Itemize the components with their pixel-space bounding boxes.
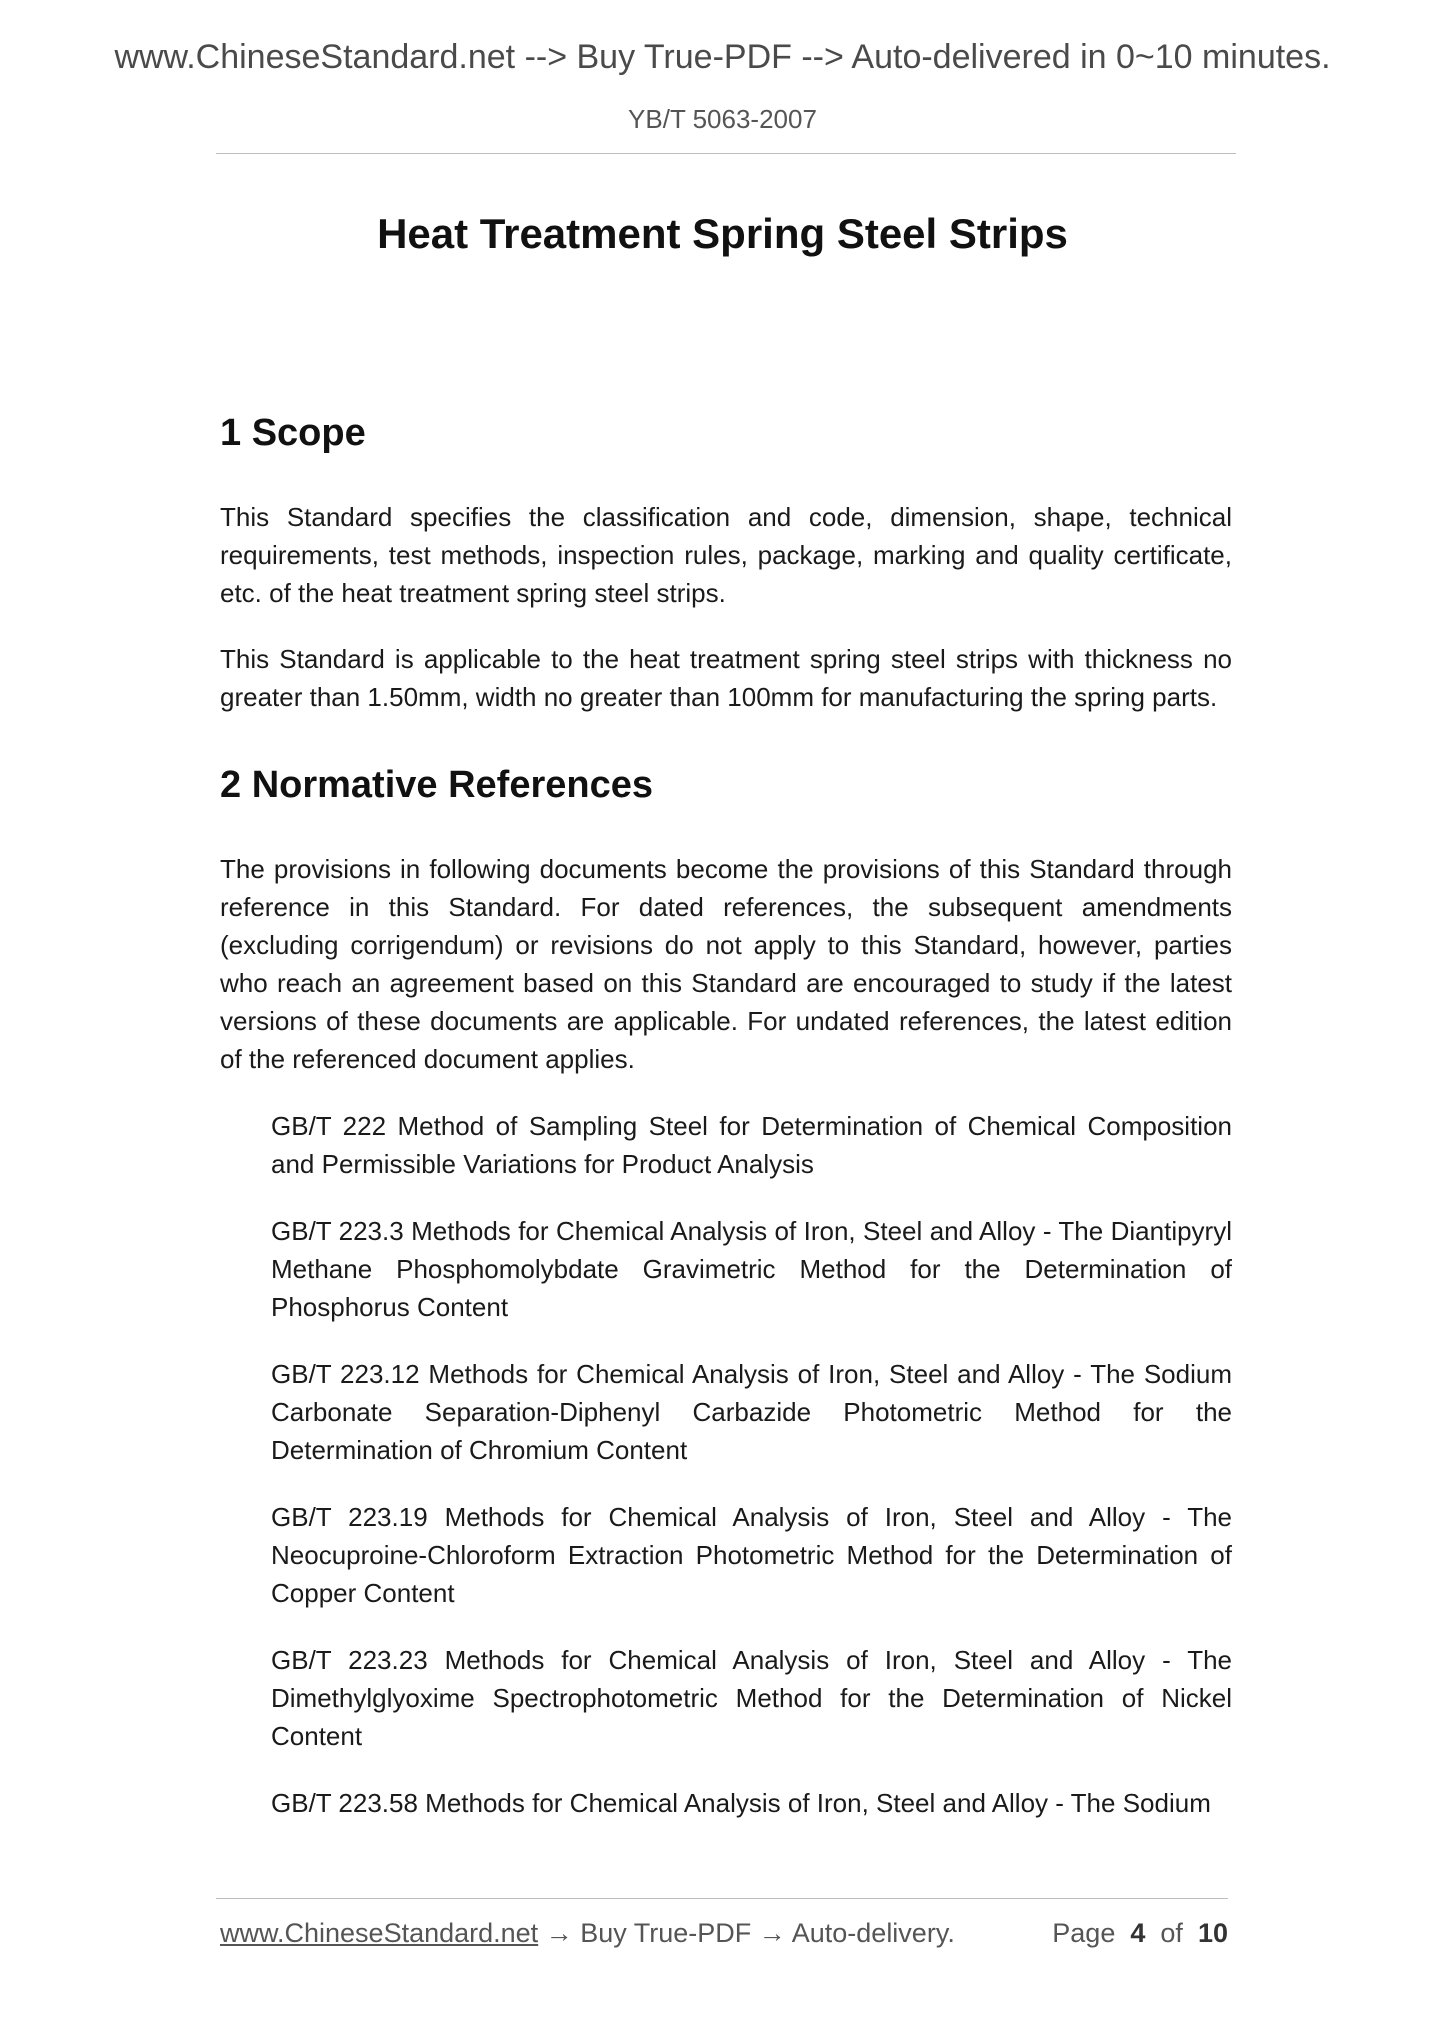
reference-item: GB/T 223.12 Methods for Chemical Analysis of Iron, Steel and Alloy - The Sodium Carbonate Separation-Diphenyl Carbazide Photometric Method for the Determination of Chromium Content bbox=[271, 1359, 1232, 1465]
footer-text: → Buy True-PDF → Auto-delivery. bbox=[538, 1918, 955, 1948]
reference-item: GB/T 222 Method of Sampling Steel for Determination of Chemical Composition and Permissible Variations for Product Analysis bbox=[271, 1111, 1232, 1179]
page-footer bbox=[220, 1918, 1228, 1958]
reference-item: GB/T 223.19 Methods for Chemical Analysis of Iron, Steel and Alloy - The Neocuproine-Chloroform Extraction Photometric Method for the Determination of Copper Content bbox=[271, 1502, 1232, 1608]
footer-divider bbox=[216, 1898, 1228, 1899]
document-title: Heat Treatment Spring Steel Strips bbox=[377, 210, 1068, 257]
reference-item: GB/T 223.58 Methods for Chemical Analysis of Iron, Steel and Alloy - The Sodium bbox=[271, 1788, 1211, 1818]
page-indicator bbox=[1052, 1918, 1228, 1949]
scope-paragraph: This Standard is applicable to the heat treatment spring steel strips with thickness no greater than 1.50mm, width no greater than 100mm for manufacturing the spring parts. bbox=[220, 644, 1232, 712]
page-total: 10 bbox=[1197, 1918, 1228, 1948]
page-label: Page bbox=[1052, 1918, 1116, 1948]
footer-site-link[interactable]: www.ChineseStandard.net bbox=[220, 1918, 539, 1948]
standard-code: YB/T 5063-2007 bbox=[628, 104, 817, 134]
scope-paragraph: This Standard specifies the classification and code, dimension, shape, technical requirements, test methods, inspection rules, package, marking and quality certificate, etc. of the heat treatment spring steel strips. bbox=[220, 502, 1232, 608]
normative-intro-paragraph: The provisions in following documents become the provisions of this Standard through reference in this Standard. For dated references, the subsequent amendments (excluding corrigendum) or revisions do not apply to this Standard, however, parties who reach an agreement based on this Standard are encouraged to study if the latest versions of these documents are applicable. For undated references, the latest edition of the referenced document applies. bbox=[220, 854, 1232, 1074]
footer-left bbox=[220, 1918, 955, 1949]
page-of: of bbox=[1160, 1918, 1183, 1948]
reference-item: GB/T 223.23 Methods for Chemical Analysis of Iron, Steel and Alloy - The Dimethylglyoxime Spectrophotometric Method for the Determination of Nickel Content bbox=[271, 1645, 1232, 1751]
header-divider bbox=[216, 153, 1236, 154]
document-body bbox=[220, 408, 1232, 1851]
reference-list bbox=[220, 1107, 1232, 1822]
section-heading-scope: 1 Scope bbox=[220, 412, 366, 454]
section-heading-normative-references: 2 Normative References bbox=[220, 764, 653, 806]
site-banner: www.ChineseStandard.net --> Buy True-PDF --> Auto-delivered in 0~10 minutes. bbox=[114, 38, 1331, 76]
reference-item: GB/T 223.3 Methods for Chemical Analysis of Iron, Steel and Alloy - The Diantipyryl Methane Phosphomolybdate Gravimetric Method for the Determination of Phosphorus Content bbox=[271, 1216, 1232, 1322]
page-current: 4 bbox=[1130, 1918, 1146, 1948]
